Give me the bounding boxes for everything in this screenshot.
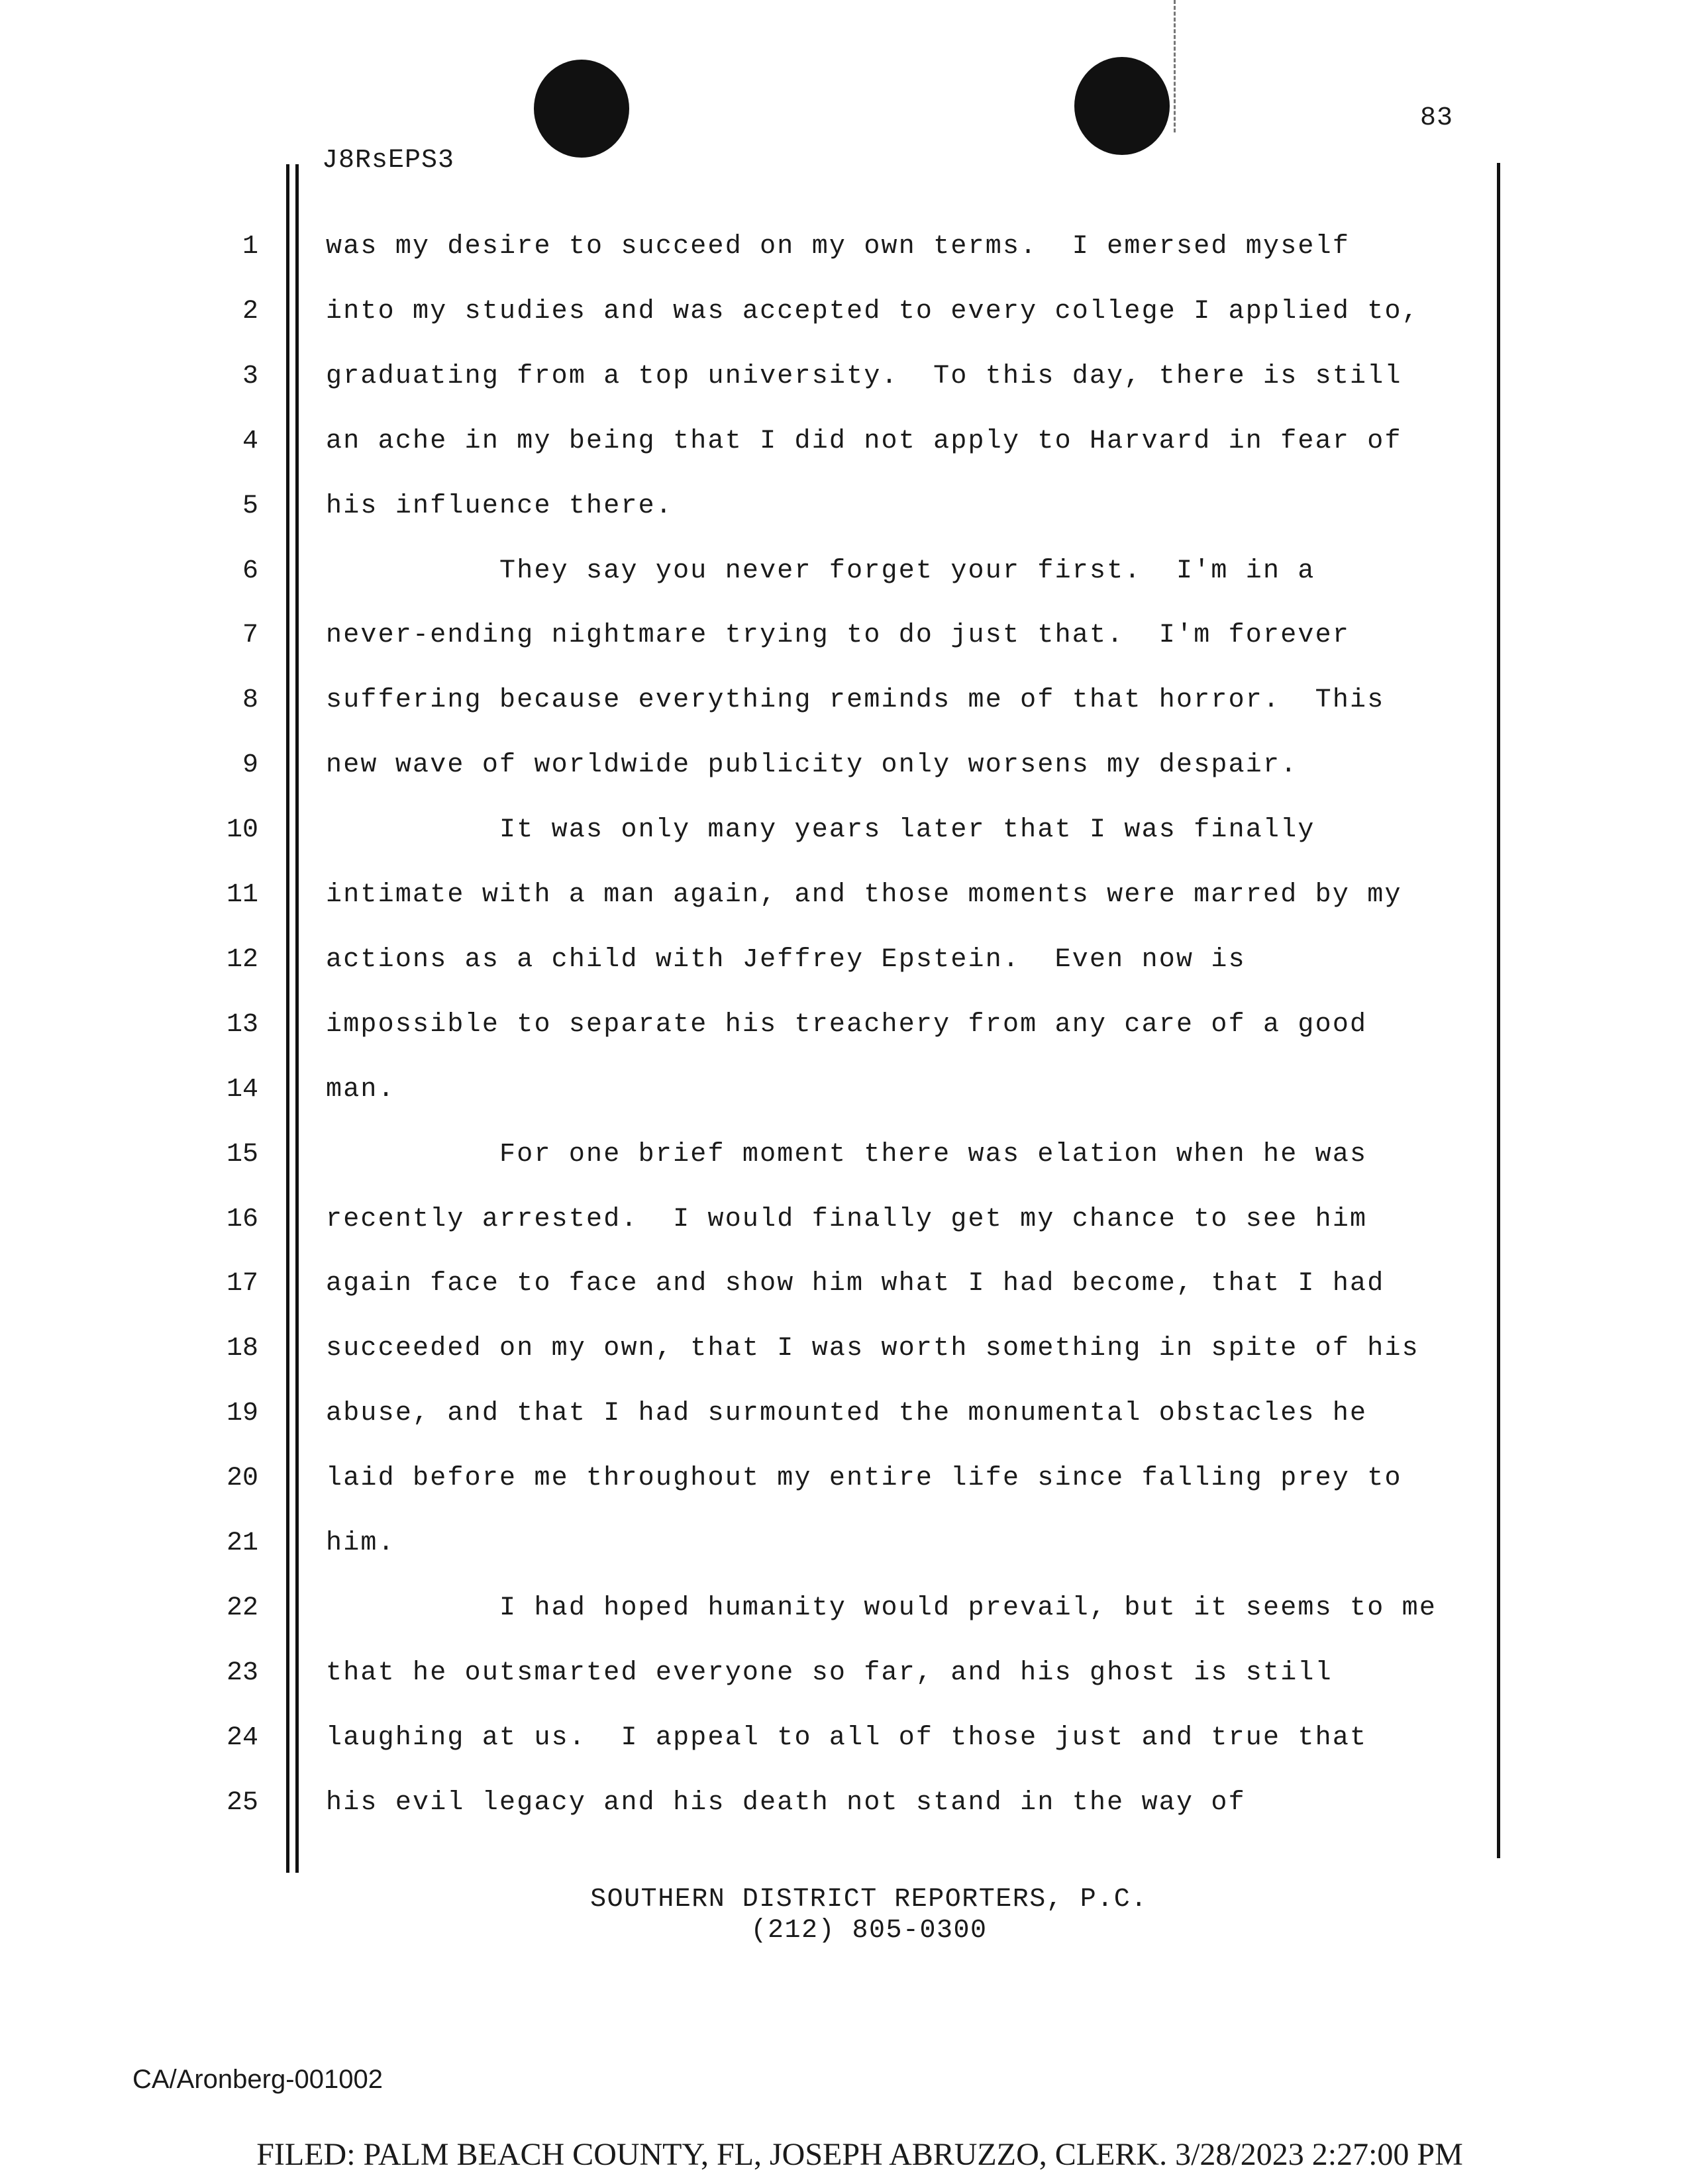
line-text: They say you never forget your first. I'm in a bbox=[326, 556, 1315, 586]
transcript-line bbox=[0, 362, 1685, 401]
line-text: man. bbox=[326, 1075, 395, 1105]
line-number: 20 bbox=[226, 1464, 258, 1493]
line-number: 18 bbox=[226, 1334, 258, 1364]
line-number: 24 bbox=[226, 1723, 258, 1753]
bates-number: CA/Aronberg-001002 bbox=[132, 2065, 383, 2094]
transcript-line bbox=[0, 491, 1685, 531]
line-text: I had hoped humanity would prevail, but it seems to me bbox=[326, 1593, 1437, 1623]
line-number: 5 bbox=[242, 491, 258, 521]
transcript-line bbox=[0, 1464, 1685, 1503]
line-text: his evil legacy and his death not stand in the way of bbox=[326, 1788, 1246, 1818]
line-number: 2 bbox=[242, 297, 258, 326]
transcript-line bbox=[0, 1205, 1685, 1244]
line-number: 21 bbox=[226, 1528, 258, 1558]
transcript-line bbox=[0, 556, 1685, 596]
line-text: abuse, and that I had surmounted the monumental obstacles he bbox=[326, 1399, 1368, 1428]
line-number: 12 bbox=[226, 945, 258, 975]
punch-hole-left bbox=[534, 60, 629, 158]
line-text: that he outsmarted everyone so far, and his ghost is still bbox=[326, 1658, 1333, 1688]
transcript-line bbox=[0, 1075, 1685, 1115]
line-text: was my desire to succeed on my own terms. I emersed myself bbox=[326, 232, 1351, 262]
line-number: 13 bbox=[226, 1010, 258, 1040]
line-text: It was only many years later that I was finally bbox=[326, 815, 1315, 845]
transcript-code: J8RsEPS3 bbox=[322, 146, 455, 175]
line-number: 17 bbox=[226, 1269, 258, 1299]
line-number: 15 bbox=[226, 1140, 258, 1169]
line-number: 19 bbox=[226, 1399, 258, 1428]
transcript-line bbox=[0, 1399, 1685, 1438]
transcript-line bbox=[0, 1140, 1685, 1179]
transcript-line bbox=[0, 880, 1685, 920]
transcript-line bbox=[0, 1593, 1685, 1633]
transcript-line bbox=[0, 1658, 1685, 1698]
line-text: him. bbox=[326, 1528, 395, 1558]
line-number: 6 bbox=[242, 556, 258, 586]
reporter-phone: (212) 805-0300 bbox=[750, 1916, 988, 1946]
line-text: an ache in my being that I did not apply to Harvard in fear of bbox=[326, 426, 1402, 456]
transcript-line bbox=[0, 685, 1685, 725]
line-text: never-ending nightmare trying to do just that. I'm forever bbox=[326, 620, 1351, 650]
line-number: 11 bbox=[226, 880, 258, 910]
transcript-line bbox=[0, 1010, 1685, 1050]
filed-stamp: FILED: PALM BEACH COUNTY, FL, JOSEPH ABRUZZO, CLERK. 3/28/2023 2:27:00 PM bbox=[256, 2137, 1463, 2172]
punch-hole-right bbox=[1074, 57, 1170, 155]
line-text: succeeded on my own, that I was worth something in spite of his bbox=[326, 1334, 1419, 1364]
transcript-line bbox=[0, 750, 1685, 790]
page-number: 83 bbox=[1419, 103, 1453, 133]
line-text: impossible to separate his treachery from any care of a good bbox=[326, 1010, 1368, 1040]
transcript-line bbox=[0, 620, 1685, 660]
transcript-line bbox=[0, 1723, 1685, 1763]
line-text: new wave of worldwide publicity only worsens my despair. bbox=[326, 750, 1298, 780]
transcript-line bbox=[0, 1528, 1685, 1568]
line-number: 14 bbox=[226, 1075, 258, 1105]
line-number: 16 bbox=[226, 1205, 258, 1234]
line-number: 10 bbox=[226, 815, 258, 845]
reporter-footer bbox=[0, 1885, 1685, 1946]
line-text: into my studies and was accepted to every college I applied to, bbox=[326, 297, 1419, 326]
line-number: 23 bbox=[226, 1658, 258, 1688]
line-number: 9 bbox=[242, 750, 258, 780]
line-text: again face to face and show him what I had become, that I had bbox=[326, 1269, 1385, 1299]
line-text: laid before me throughout my entire life since falling prey to bbox=[326, 1464, 1402, 1493]
transcript-line bbox=[0, 815, 1685, 855]
transcript-line bbox=[0, 1269, 1685, 1309]
line-number: 4 bbox=[242, 426, 258, 456]
line-text: his influence there. bbox=[326, 491, 674, 521]
line-text: actions as a child with Jeffrey Epstein. Even now is bbox=[326, 945, 1246, 975]
line-text: laughing at us. I appeal to all of those just and true that bbox=[326, 1723, 1368, 1753]
line-number: 22 bbox=[226, 1593, 258, 1623]
line-text: intimate with a man again, and those moments were marred by my bbox=[326, 880, 1402, 910]
line-number: 25 bbox=[226, 1788, 258, 1818]
line-number: 3 bbox=[242, 362, 258, 391]
reporter-name: SOUTHERN DISTRICT REPORTERS, P.C. bbox=[590, 1885, 1148, 1914]
line-text: suffering because everything reminds me of that horror. This bbox=[326, 685, 1385, 715]
line-text: For one brief moment there was elation when he was bbox=[326, 1140, 1368, 1169]
transcript-line bbox=[0, 1334, 1685, 1373]
line-number: 8 bbox=[242, 685, 258, 715]
line-number: 1 bbox=[242, 232, 258, 262]
transcript-line bbox=[0, 1788, 1685, 1828]
transcript-line bbox=[0, 232, 1685, 272]
line-number: 7 bbox=[242, 620, 258, 650]
transcript-line bbox=[0, 297, 1685, 336]
line-text: graduating from a top university. To this day, there is still bbox=[326, 362, 1402, 391]
transcript-line bbox=[0, 426, 1685, 466]
scan-artifact-dashed-line bbox=[1174, 0, 1176, 132]
transcript-line bbox=[0, 945, 1685, 985]
line-text: recently arrested. I would finally get my chance to see him bbox=[326, 1205, 1368, 1234]
